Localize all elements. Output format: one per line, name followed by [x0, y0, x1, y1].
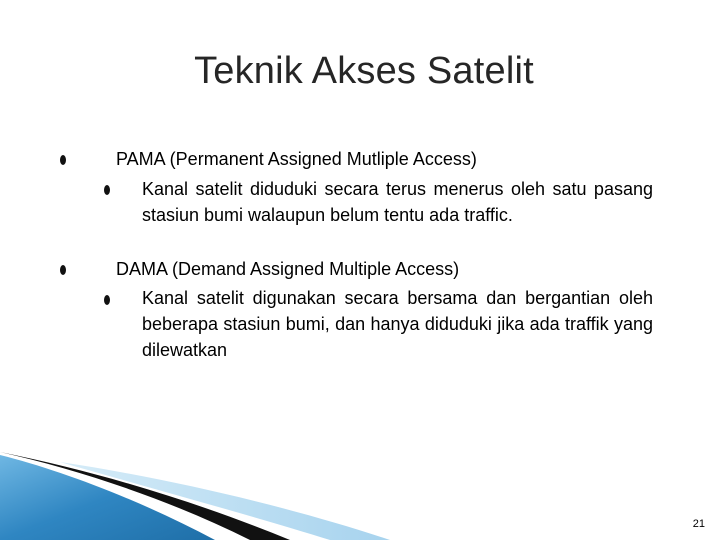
list-item-description: Kanal satelit diduduki secara terus menerus oleh satu pasang stasiun bumi walaupun belum tentu ada traffic.: [142, 179, 653, 225]
list-item-heading: DAMA (Demand Assigned Multiple Access): [116, 259, 460, 279]
swoosh-blue-shape: [0, 455, 215, 540]
list-item-heading: PAMA (Permanent Assigned Mutliple Access): [116, 149, 477, 169]
list-item-description: Kanal satelit digunakan secara bersama dan bergantian oleh beberapa stasiun bumi, dan hanya diduduki jika ada traffik yang dilewatkan: [142, 288, 653, 360]
slide-title: Teknik Akses Satelit: [194, 50, 534, 92]
page-number: 21: [692, 518, 705, 530]
